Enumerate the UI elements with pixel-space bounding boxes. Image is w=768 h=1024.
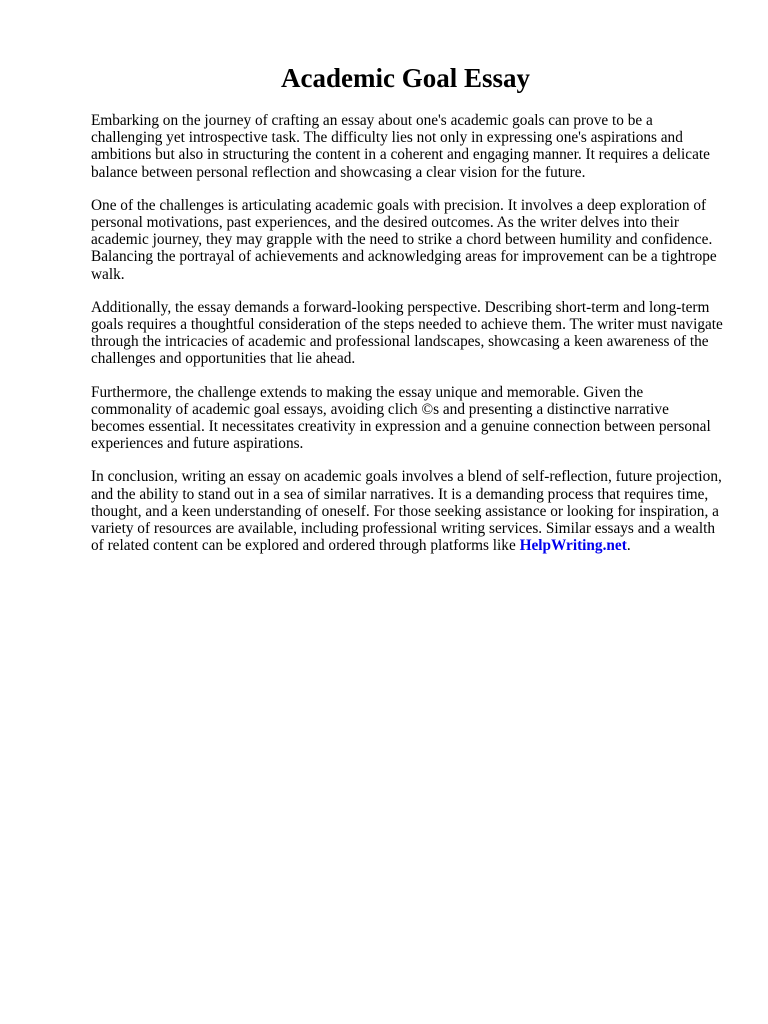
conclusion-period: . bbox=[626, 537, 631, 555]
paragraph-conclusion bbox=[91, 468, 723, 554]
conclusion-text: In conclusion, writing an essay on academic goals involves a blend of self-reflection, future projection, and the ability to stand out in a sea of similar narratives. It is a demanding process that requires time, thought, and a keen understanding of oneself. For those seeking assistance or looking for inspiration, a variety of resources are available, including professional writing services. Similar essays and a wealth of related content can be explored and ordered through platforms like bbox=[91, 468, 722, 555]
document-title: Academic Goal Essay bbox=[281, 63, 530, 93]
paragraph-2: One of the challenges is articulating academic goals with precision. It involves a deep exploration of personal motivations, past experiences, and the desired outcomes. As the writer delves into their academic journey, they may grapple with the need to strike a chord between humility and confidence. Balancing the portrayal of achievements and acknowledging areas for improvement can be a tightrope walk. bbox=[91, 196, 717, 283]
paragraph-1: Embarking on the journey of crafting an essay about one's academic goals can prove to be a challenging yet introspective task. The difficulty lies not only in expressing one's aspirations and ambitions but also in structuring the content in a coherent and engaging manner. It requires a delicate balance between personal reflection and showcasing a clear vision for the future. bbox=[91, 112, 710, 181]
essay-body bbox=[91, 112, 723, 570]
paragraph-3: Additionally, the essay demands a forward-looking perspective. Describing short-term and long-term goals requires a thoughtful consideration of the steps needed to achieve them. The writer must navigate through the intricacies of academic and professional landscapes, showcasing a keen awareness of the challenges and opportunities that lie ahead. bbox=[91, 298, 723, 368]
helpwriting-link[interactable]: HelpWriting.net bbox=[519, 537, 627, 555]
paragraph-4: Furthermore, the challenge extends to making the essay unique and memorable. Given the commonality of academic goal essays, avoiding clich ©s and presenting a distinctive narrative becomes essential. It necessitates creativity in expression and a genuine connection between personal experiences and future aspirations. bbox=[91, 383, 711, 453]
